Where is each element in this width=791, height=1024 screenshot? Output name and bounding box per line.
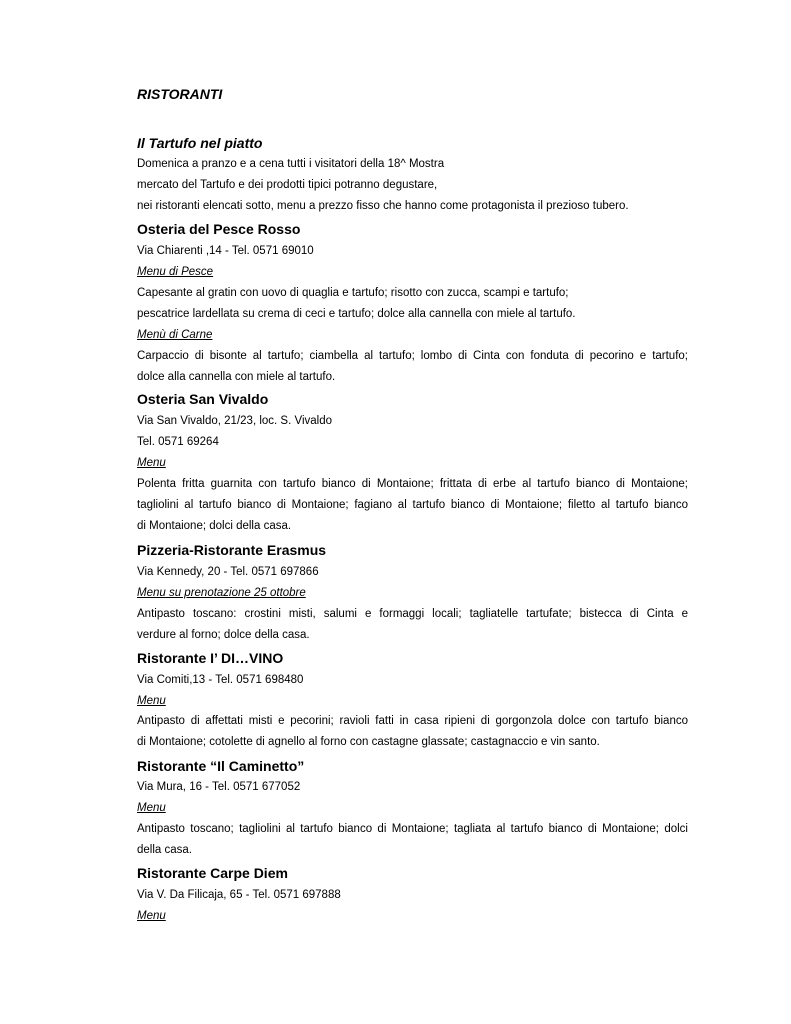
restaurant-name: Pizzeria-Ristorante Erasmus (137, 542, 327, 558)
menu-line: Antipasto toscano: crostini misti, salumi e formaggi locali; tagliatelle tartufate; bistecca di Cinta e (137, 608, 688, 620)
menu-line: tagliolini al tartufo bianco di Montaione; fagiano al tartufo bianco di Montaione; filetto al tartufo bianco (137, 499, 688, 511)
restaurant-name: Ristorante Carpe Diem (137, 865, 288, 881)
menu-line: dolce alla cannella con miele al tartufo. (137, 371, 336, 383)
restaurant-name: Osteria del Pesce Rosso (137, 221, 301, 237)
menu-label: Menu (137, 802, 166, 814)
restaurant-address: Via Chiarenti ,14 - Tel. 0571 69010 (137, 245, 314, 257)
menu-line: pescatrice lardellata su crema di ceci e tartufo; dolce alla cannella con miele al tartufo. (137, 308, 576, 320)
section-title: RISTORANTI (137, 86, 223, 102)
menu-label: Menù di Carne (137, 329, 213, 341)
intro-line: nei ristoranti elencati sotto, menu a prezzo fisso che hanno come protagonista il prezioso tubero. (137, 200, 629, 212)
intro-line: mercato del Tartufo e dei prodotti tipici potranno degustare, (137, 179, 438, 191)
menu-label: Menu (137, 457, 166, 469)
menu-line: di Montaione; dolci della casa. (137, 520, 292, 532)
restaurant-address: Via V. Da Filicaja, 65 - Tel. 0571 697888 (137, 889, 341, 901)
restaurant-name: Osteria San Vivaldo (137, 391, 269, 407)
restaurant-name: Ristorante “Il Caminetto” (137, 758, 305, 774)
menu-line: Polenta fritta guarnita con tartufo bianco di Montaione; frittata di erbe al tartufo bianco di Montaione; (137, 478, 688, 490)
restaurant-address: Via San Vivaldo, 21/23, loc. S. Vivaldo (137, 415, 332, 427)
restaurant-address: Via Comiti,13 - Tel. 0571 698480 (137, 674, 304, 686)
menu-line: Capesante al gratin con uovo di quaglia e tartufo; risotto con zucca, scampi e tartufo; (137, 287, 569, 299)
restaurant-address: Via Kennedy, 20 - Tel. 0571 697866 (137, 566, 319, 578)
menu-line: Carpaccio di bisonte al tartufo; ciambella al tartufo; lombo di Cinta con fonduta di pecorino e tartufo; (137, 350, 688, 362)
restaurant-name: Ristorante I’ DI…VINO (137, 650, 284, 666)
intro-line: Domenica a pranzo e a cena tutti i visitatori della 18^ Mostra (137, 158, 445, 170)
menu-line: di Montaione; cotolette di agnello al forno con castagne glassate; castagnaccio e vin santo. (137, 736, 600, 748)
intro-title: Il Tartufo nel piatto (137, 135, 263, 151)
restaurant-phone: Tel. 0571 69264 (137, 436, 219, 448)
menu-label: Menu (137, 695, 166, 707)
menu-line: Antipasto di affettati misti e pecorini; ravioli fatti in casa ripieni di gorgonzola dolce con tartufo bianco (137, 715, 688, 727)
menu-label: Menu (137, 910, 166, 922)
menu-line: verdure al forno; dolce della casa. (137, 629, 310, 641)
menu-label: Menu di Pesce (137, 266, 214, 278)
menu-label: Menu su prenotazione 25 ottobre (137, 587, 306, 599)
menu-line: Antipasto toscano; tagliolini al tartufo bianco di Montaione; tagliata al tartufo bianco di Montaione; dolci (137, 823, 688, 835)
menu-line: della casa. (137, 844, 192, 856)
restaurant-address: Via Mura, 16 - Tel. 0571 677052 (137, 781, 301, 793)
